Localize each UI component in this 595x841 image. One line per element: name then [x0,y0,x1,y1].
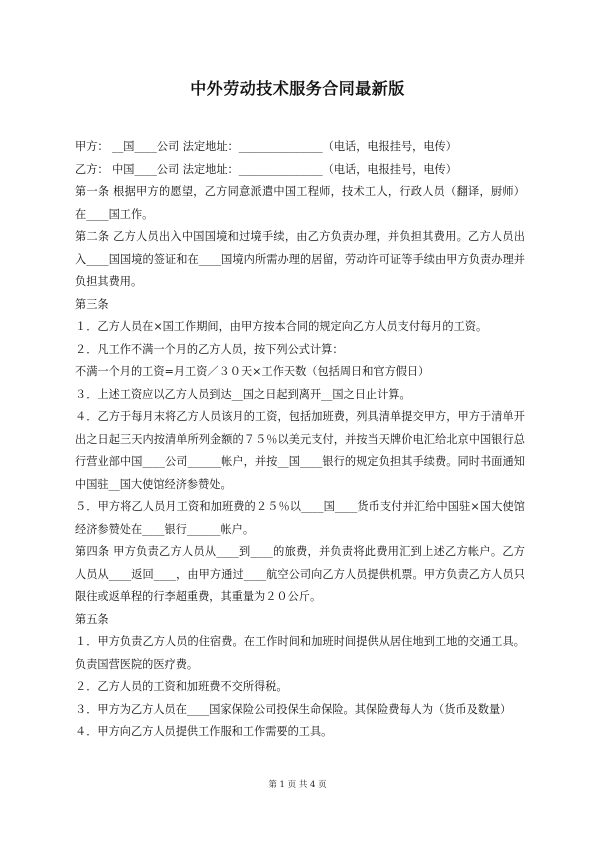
article-3-item-2: ２．凡工作不满一个月的乙方人员，按下列公式计算： [75,342,344,356]
article-5-item-1: １．甲方负责乙方人员的住宿费。在工作时间和加班时间提供从居住地到工地的交通工具。负责国营医院的医疗费。 [75,635,525,671]
article-4: 第四条 甲方负责乙方人员从____到____的旅费，并负责将此费用汇到上述乙方帐户。乙方人员从____返回____，由甲方通过____航空公司向乙方人员提供机票。甲方负责乙方人员只限往或返单程的行李超重费，其重量为２０公斤。 [75,545,525,603]
article-3-item-1: １．乙方人员在×国工作期间，由甲方按本合同的规定向乙方人员支付每月的工资。 [75,320,488,333]
contract-body [75,136,525,744]
party-b-line: 乙方： 中国____公司 法定地址：_______________（电话，电报挂号，电传） [75,162,457,176]
article-2: 第二条 乙方人员出入中国国境和过境手续，由乙方负责办理，并负担其费用。乙方人员出入____国国境的签证和在____国境内所需办理的居留，劳动许可证等手续由甲方负责办理并负担其费用。 [75,230,525,288]
article-1: 第一条 根据甲方的愿望，乙方同意派遣中国工程师，技术工人，行政人员（翻译，厨师）在____国工作。 [75,185,525,221]
page-number: 第 1 页 共 4 页 [268,780,327,790]
article-5-item-3: ３．甲方为乙方人员在____国家保险公司投保生命保险。其保险费每人为（货币及数量） [75,702,512,716]
party-a-line: 甲方： __国____公司 法定地址：_______________（电话，电报挂号，电传） [75,140,457,153]
article-3-item-4: ４．乙方于每月末将乙方人员该月的工资，包括加班费，列具清单提交甲方，甲方于清单开出之日起三天内按清单所列金额的７５％以美元支付，并按当天牌价电汇给北京中国银行总行营业部中国____公司______帐户，并按__国____银行的规定负担其手续费。同时书面通知中国驻__国大使馆经济参赞处。 [75,410,525,491]
article-3-item-3: ３．上述工资应以乙方人员到达__国之日起到离开__国之日止计算。 [75,387,411,401]
article-3-item-5: ５．甲方将乙人员月工资和加班费的２５％以____国____货币支付并汇给中国驻×国大使馆经济参赞处在____银行______帐户。 [75,500,525,536]
article-3-heading: 第三条 [75,297,109,311]
article-5-heading: 第五条 [75,612,109,626]
article-3-formula: 不满一个月的工资=月工资／３０天×工作天数（包括周日和官方假日） [75,365,430,378]
page-title: 中外劳动技术服务合同最新版 [190,79,405,98]
article-5-item-2: ２．乙方人员的工资和加班费不交所得税。 [75,680,288,693]
article-5-item-4: ４．甲方向乙方人员提供工作服和工作需要的工具。 [75,725,333,738]
